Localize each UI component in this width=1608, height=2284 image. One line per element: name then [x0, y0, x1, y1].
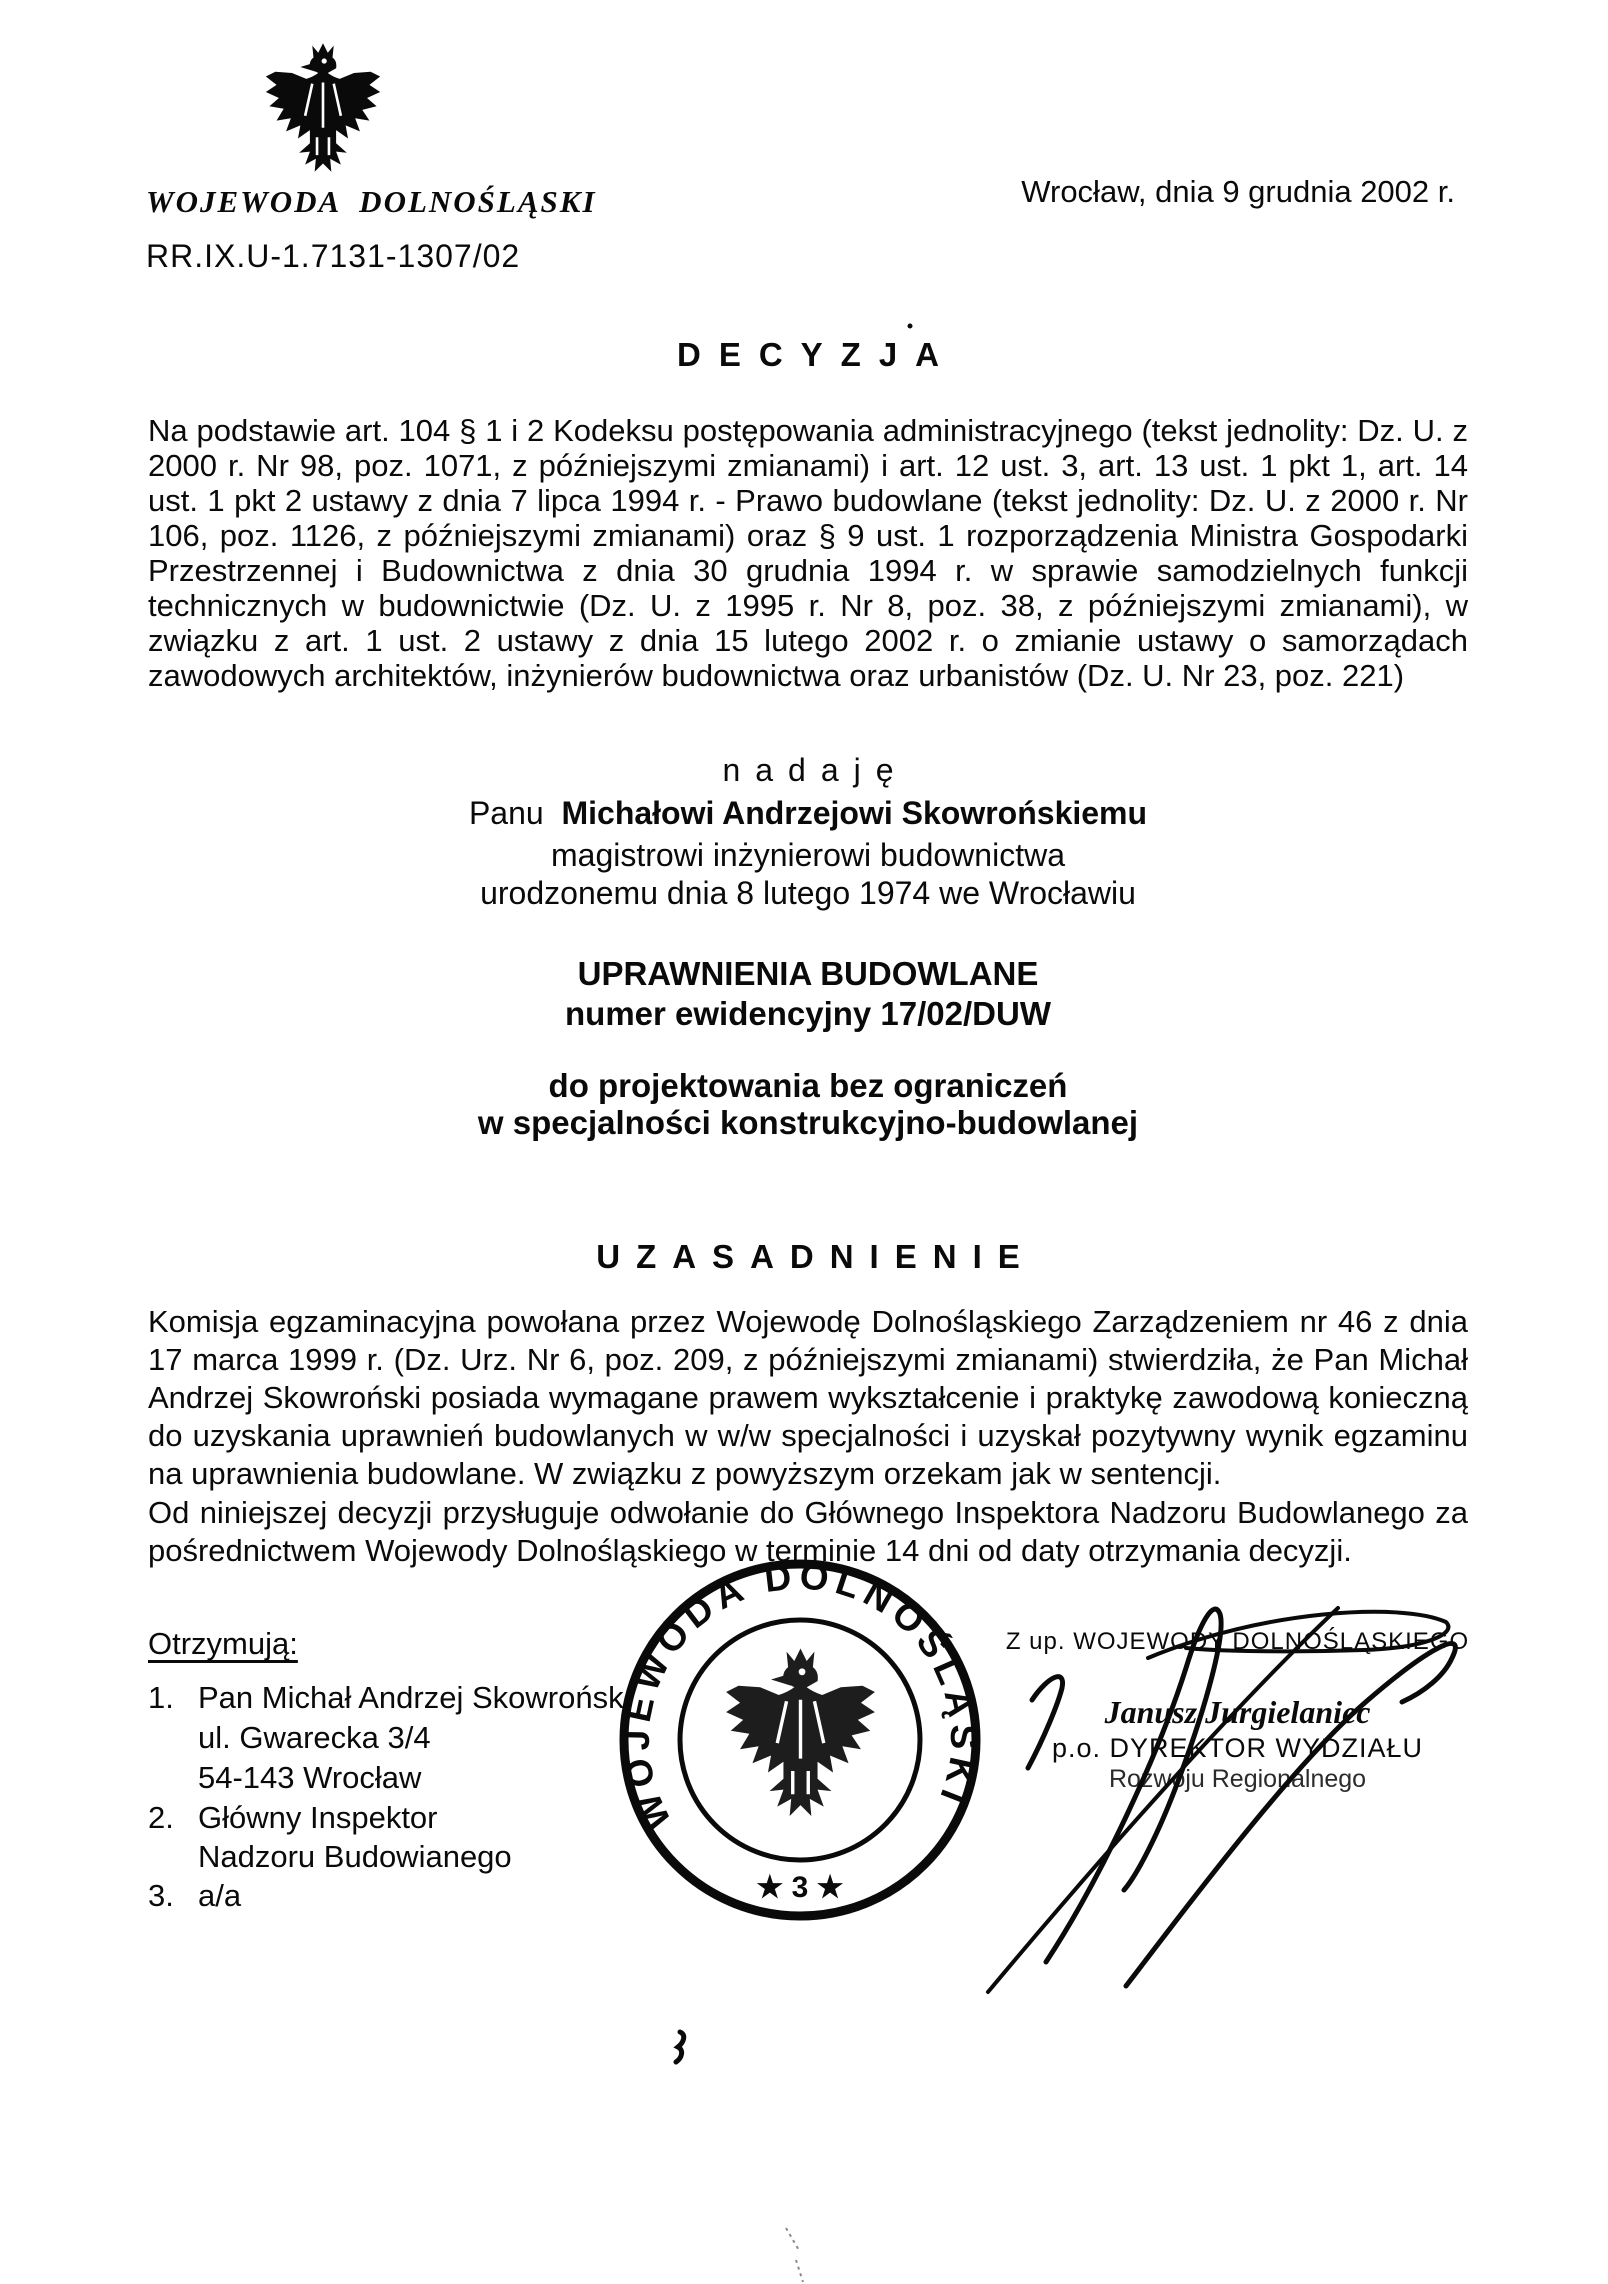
license-number: numer ewidencyjny 17/02/DUW — [565, 995, 1051, 1032]
justification-title: UZASADNIENIE — [596, 1238, 1036, 1275]
stamp-ring-text: WOJEWODA DOLNOŚLĄSKI — [615, 1555, 985, 1837]
decision-title: DECYZJA — [676, 336, 958, 373]
place-and-date: Wrocław, dnia 9 grudnia 2002 r. — [1021, 174, 1455, 209]
distribution-line — [148, 1720, 431, 1756]
distribution-heading: Otrzymują: — [148, 1626, 298, 1661]
official-round-stamp — [605, 1545, 995, 1935]
recipient-line — [148, 795, 1468, 832]
recipient-name: Michałowi Andrzejowi Skowrońskiemu — [561, 795, 1148, 831]
signer-name: Janusz Jurgielaniec — [1104, 1694, 1371, 1730]
justification-paragraph: Komisja egzaminacyjna powołana przez Wojewodę Dolnośląskiego Zarządzeniem nr 46 z dnia 17 marca 1999 r. (Dz. Urz. Nr 6, poz. 209, z późniejszymi zmianami) stwierdziła, że Pan Michał Andrzej Skowroński posiada wymagane prawem wykształcenie i praktykę zawodową konieczną do uzyskania uprawnień budowlanych w w/w specjalności i uzyskał pozytywny wynik egzaminu na uprawnienia budowlane. W związku z powyższym orzekam jak w sentencji. — [148, 1304, 1468, 1491]
signature-block — [1000, 1628, 1475, 1794]
license-scope-line1: do projektowania bez ograniczeń — [548, 1067, 1068, 1104]
signer-title-line1: p.o. DYREKTOR WYDZIAŁU — [1051, 1733, 1424, 1763]
list-number: 3. — [148, 1878, 174, 1913]
license-title: UPRAWNIENIA BUDOWLANE — [577, 955, 1039, 992]
stamp-inner-ring — [680, 1620, 920, 1860]
appeal-paragraph: Od niniejszej decyzji przysługuje odwołanie do Głównego Inspektora Nadzoru Budowlanego za pośrednictwem Wojewody Dolnośląskiego w terminie 14 dni od daty otrzymania decyzji. — [148, 1495, 1468, 1568]
list-text: 54-143 Wrocław — [198, 1760, 422, 1795]
stamp-bottom-text: ★ 3 ★ — [756, 1871, 844, 1904]
distribution-line — [148, 1878, 241, 1914]
recipient-degree: magistrowi inżynierowi budownictwa — [551, 837, 1065, 873]
legal-basis-paragraph: Na podstawie art. 104 § 1 i 2 Kodeksu postępowania administracyjnego (tekst jednolity: Dz. U. z 2000 r. Nr 98, poz. 1071, z późniejszymi zmianami) i art. 12 ust. 3, art. 13 ust. 1 pkt 1, art. 14 ust. 1 pkt 2 ustawy z dnia 7 lipca 1994 r. - Prawo budowlane (tekst jednolity: Dz. U. z 2000 r. Nr 106, poz. 1126, z późniejszymi zmianami) oraz § 9 ust. 1 rozporządzenia Ministra Gospodarki Przestrzennej i Budownictwa z dnia 30 grudnia 1994 r. w sprawie samodzielnych funkcji technicznych w budownictwie (Dz. U. z 1995 r. Nr 8, poz. 38, z późniejszymi zmianami), w związku z art. 1 ust. 2 ustawy z dnia 15 lutego 2002 r. o zmianie ustawy o samorządach zawodowych architektów, inżynierów budownictwa oraz urbanistów (Dz. U. Nr 23, poz. 221) — [148, 413, 1468, 693]
list-number: 1. — [148, 1680, 174, 1715]
license-scope-line2: w specjalności konstrukcyjno-budowlanej — [477, 1104, 1139, 1141]
svg-text:WOJEWODA DOLNOŚLĄSKI — [616, 1555, 984, 1836]
recipient-salutation: Panu — [468, 795, 544, 831]
grant-word: nadaję — [722, 752, 909, 788]
distribution-line — [148, 1839, 512, 1875]
list-text: Pan Michał Andrzej Skowrońsk — [198, 1680, 624, 1715]
signature-authorization: Z up. WOJEWODY DOLNOŚLĄSKIEGO — [1005, 1628, 1470, 1655]
stamp-outer-ring — [624, 1564, 976, 1916]
recipient-birth: urodzonemu dnia 8 lutego 1974 we Wrocławiu — [480, 875, 1136, 911]
stamp-eagle-icon — [726, 1649, 875, 1816]
distribution-line — [148, 1680, 624, 1716]
distribution-line — [148, 1800, 438, 1836]
signer-title-line2: Rozwoju Regionalnego — [1108, 1765, 1367, 1793]
list-number: 2. — [148, 1800, 174, 1835]
reference-number: RR.IX.U-1.7131-1307/02 — [146, 238, 521, 274]
list-text: Nadzoru Budowianego — [198, 1839, 512, 1874]
polish-eagle-icon — [262, 42, 384, 173]
issuer-title: WOJEWODA DOLNOŚLĄSKI — [146, 184, 597, 219]
list-text: a/a — [198, 1878, 242, 1913]
list-text: ul. Gwarecka 3/4 — [198, 1720, 431, 1755]
list-text: Główny Inspektor — [198, 1800, 438, 1835]
distribution-line — [148, 1760, 421, 1796]
